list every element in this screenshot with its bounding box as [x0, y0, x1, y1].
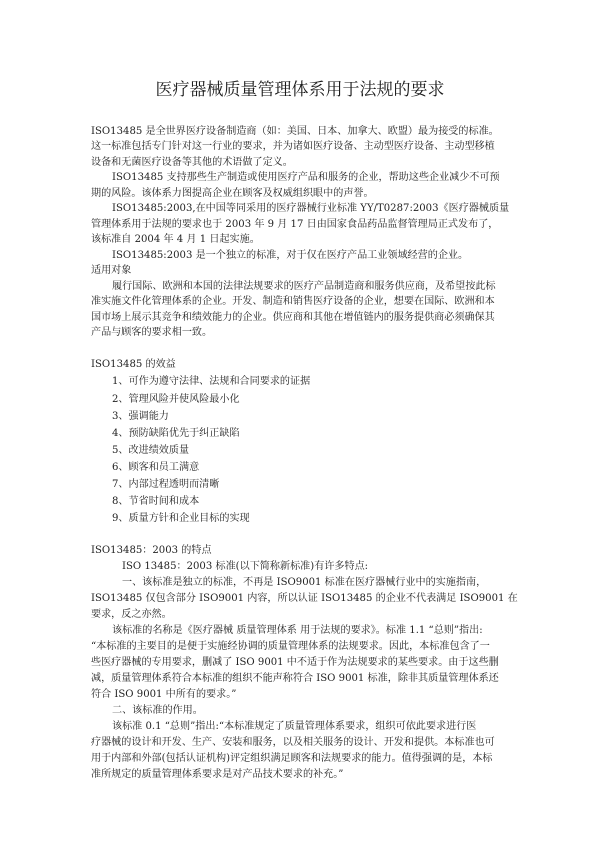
benefit-item: 2、管理风险并使风险最小化: [112, 394, 240, 405]
scope-line: 产品与顾客的要求相一致。: [91, 327, 213, 338]
intro-line: 期的风险。该体系力图提高企业在顾客及权威组织眼中的声誉。: [91, 188, 374, 199]
benefit-item: 8、节省时间和成本: [112, 496, 200, 507]
feature-line: 疗器械的设计和开发、生产、安装和服务，以及相关服务的设计、开发和提供。本标准也可: [91, 737, 495, 748]
feature-line: 符合 ISO 9001 中所有的要求。”: [91, 689, 237, 700]
intro-line: 该标准自 2004 年 4 月 1 日起实施。: [91, 234, 260, 245]
feature-line: “本标准的主要目的是便于实施经协调的质量管理体系的法规要求。因此，本标准包含了一: [91, 641, 490, 652]
intro-line: 这一标准包括专门针对这一行业的要求，并为诸如医疗设备、主动型医疗设备、主动型移植: [91, 141, 495, 152]
intro-line: ISO13485:2003,在中国等同采用的医疗器械行业标准 YY/T0287:2003《医疗器械质量: [112, 203, 510, 214]
scope-line: 准实施文件化管理体系的企业。开发、制造和销售医疗设备的企业，想要在国际、欧洲和本: [91, 296, 495, 307]
intro-line: ISO13485 是全世界医疗设备制造商（如：美国、日本、加拿大、欧盟）最为接受的标准。: [91, 126, 499, 137]
feature-line: 准所规定的质量管理体系要求是对产品技术要求的补充。”: [91, 769, 344, 780]
benefit-item: 9、质量方针和企业目标的实现: [112, 513, 250, 524]
feature-line: ISO 13485：2003 标准(以下简称新标准)有许多特点:: [122, 561, 369, 572]
section-heading-scope: 适用对象: [91, 265, 132, 276]
section-heading-benefits: ISO13485 的效益: [91, 359, 176, 370]
scope-line: 履行国际、欧洲和本国的法律法规要求的医疗产品制造商和服务供应商，及希望按此标: [112, 281, 496, 292]
feature-line: 用于内部和外部(包括认证机构)评定组织满足顾客和法规要求的能力。值得强调的是，本标: [91, 753, 493, 764]
benefit-item: 7、内部过程透明而清晰: [112, 479, 220, 490]
feature-line: 些医疗器械的专用要求，删减了 ISO 9001 中不适于作为法规要求的某些要求。由于这些删: [91, 657, 499, 668]
section-heading-features: ISO13485：2003 的特点: [91, 545, 212, 556]
intro-line: ISO13485:2003 是一个独立的标准，对于仅在医疗产品工业领域经营的企业。: [112, 250, 469, 261]
benefit-item: 3、强调能力: [112, 411, 169, 422]
intro-line: 设备和无菌医疗设备等其他的术语做了定义。: [91, 157, 293, 168]
intro-line: ISO13485 支持那些生产制造或使用医疗产品和服务的企业，帮助这些企业减少不可预: [112, 172, 500, 183]
feature-line: 减，质量管理体系符合本标准的组织不能声称符合 ISO 9001 标准，除非其质量管理体系还: [91, 673, 499, 684]
section-heading-function: 二、该标准的作用。: [112, 705, 203, 716]
page-title: 医疗器械质量管理体系用于法规的要求: [155, 80, 445, 100]
benefit-item: 6、顾客和员工满意: [112, 462, 200, 473]
feature-line: 要求，反之亦然。: [91, 609, 172, 620]
intro-line: 管理体系用于法规的要求也于 2003 年 9 月 17 日由国家食品药品监督管理局正式发布了，: [91, 219, 499, 230]
feature-line: ISO13485 仅包含部分 ISO9001 内容，所以认证 ISO13485 的企业不代表满足 ISO9001 在: [91, 593, 518, 604]
feature-line: 一、该标准是独立的标准，不再是 ISO9001 标准在医疗器械行业中的实施指南，: [122, 577, 487, 588]
feature-line: 该标准的名称是《医疗器械 质量管理体系 用于法规的要求》。标准 1.1 “总则”指出:: [112, 625, 483, 636]
feature-line: 该标准 0.1 “总则”指出:“本标准规定了质量管理体系要求，组织可依此要求进行医: [112, 721, 477, 732]
benefit-item: 1、可作为遵守法律、法规和合同要求的证据: [112, 376, 311, 387]
benefit-item: 5、改进绩效质量: [112, 445, 190, 456]
scope-line: 国市场上展示其竞争和绩效能力的企业。供应商和其他在增值链内的服务提供商必须确保其: [91, 312, 495, 323]
benefit-item: 4、预防缺陷优先于纠正缺陷: [112, 428, 240, 439]
